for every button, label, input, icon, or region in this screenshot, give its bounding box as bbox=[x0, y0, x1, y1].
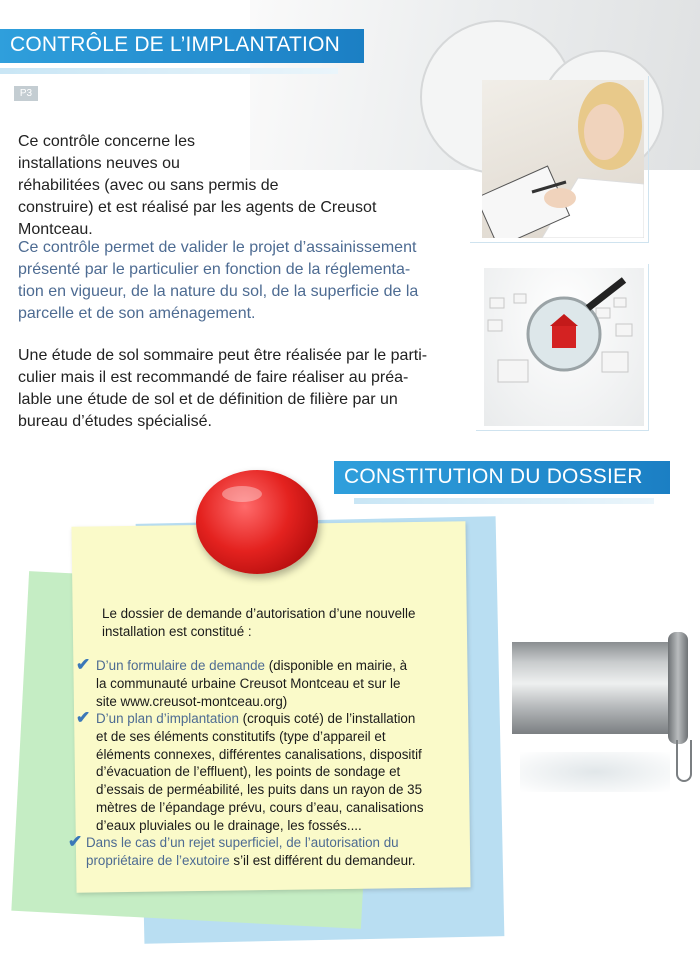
text-line: la communauté urbaine Creusot Montceau et sur le bbox=[96, 675, 401, 691]
pipe-shadow bbox=[520, 752, 670, 792]
pipe-image bbox=[512, 642, 672, 734]
text-line: Une étude de sol sommaire peut être réalisée par le parti- bbox=[18, 347, 428, 364]
pushpin-highlight bbox=[222, 486, 262, 502]
text-line: (disponible en mairie, à bbox=[264, 658, 408, 673]
text-line: tion en vigueur, de la nature du sol, de la superficie de la bbox=[18, 283, 419, 300]
paragraph-validation bbox=[18, 237, 458, 325]
text-line: site www.creusot-montceau.org) bbox=[96, 693, 288, 709]
text-line: culier mais il est recommandé de faire réaliser au préa- bbox=[18, 369, 409, 386]
page-number-tag: P3 bbox=[14, 86, 38, 101]
text-line: d’évacuation de l’effluent), les points de sondage et bbox=[96, 764, 401, 780]
item-highlight: D’un plan d’implantation bbox=[96, 711, 239, 726]
section-title-text: CONTRÔLE DE L’IMPLANTATION bbox=[10, 33, 340, 56]
text-line: mètres de l’épandage prévu, cours d’eau, canalisations bbox=[96, 799, 424, 815]
item-highlight: Dans le cas d’un rejet superficiel, de l’autorisation du bbox=[86, 835, 399, 850]
text-line: et de ses éléments constitutifs (type d’appareil et bbox=[96, 728, 386, 744]
text-line: Montceau. bbox=[18, 221, 93, 238]
check-icon: ✔ bbox=[76, 655, 91, 674]
text-line: (croquis coté) de l’installation bbox=[238, 711, 416, 726]
text-line: lable une étude de sol et de définition de filière par un bbox=[18, 391, 398, 408]
text-line: installations neuves ou bbox=[18, 155, 180, 172]
text-line: s’il est différent du demandeur. bbox=[229, 852, 416, 868]
text-line: Ce contrôle permet de valider le projet d’assainissement bbox=[18, 239, 417, 256]
pipe-hook-image bbox=[676, 740, 692, 782]
text-line: d’essais de perméabilité, les puits dans un rayon de 35 bbox=[96, 782, 423, 798]
photo-frame bbox=[476, 264, 649, 431]
section-title-dossier bbox=[334, 461, 670, 494]
section-underline bbox=[354, 498, 654, 504]
item-highlight: propriétaire de l’exutoire bbox=[86, 852, 230, 868]
paragraph-intro bbox=[18, 131, 458, 241]
dossier-item-rejet bbox=[86, 834, 442, 870]
text-line: Le dossier de demande d’autorisation d’une nouvelle bbox=[102, 606, 416, 621]
pushpin-icon bbox=[196, 470, 318, 574]
check-icon: ✔ bbox=[68, 832, 83, 851]
text-line: installation est constitué : bbox=[102, 623, 252, 639]
pipe-flange-image bbox=[668, 632, 688, 744]
paragraph-etude-sol bbox=[18, 345, 458, 433]
text-line: construire) et est réalisé par les agents de Creusot bbox=[18, 199, 377, 216]
text-line: bureau d’études spécialisé. bbox=[18, 413, 212, 430]
text-line: présenté par le particulier en fonction de la réglementa- bbox=[18, 261, 411, 278]
section-title-text: CONSTITUTION DU DOSSIER bbox=[344, 465, 643, 488]
text-line: Ce contrôle concerne les bbox=[18, 133, 195, 150]
dossier-intro bbox=[102, 605, 452, 641]
text-line: éléments connexes, différentes canalisations, dispositif bbox=[96, 746, 422, 762]
dossier-item-plan bbox=[96, 710, 436, 835]
check-icon: ✔ bbox=[76, 708, 91, 727]
text-line: réhabilitées (avec ou sans permis de bbox=[18, 177, 279, 194]
section-title-controle bbox=[0, 29, 364, 63]
section-underline bbox=[0, 68, 338, 74]
dossier-item-formulaire bbox=[96, 657, 432, 710]
text-line: parcelle et de son aménagement. bbox=[18, 305, 256, 322]
photo-frame bbox=[470, 76, 649, 243]
item-highlight: D’un formulaire de demande bbox=[96, 658, 265, 673]
text-line: d’eaux pluviales ou le drainage, les fossés.... bbox=[96, 817, 362, 833]
